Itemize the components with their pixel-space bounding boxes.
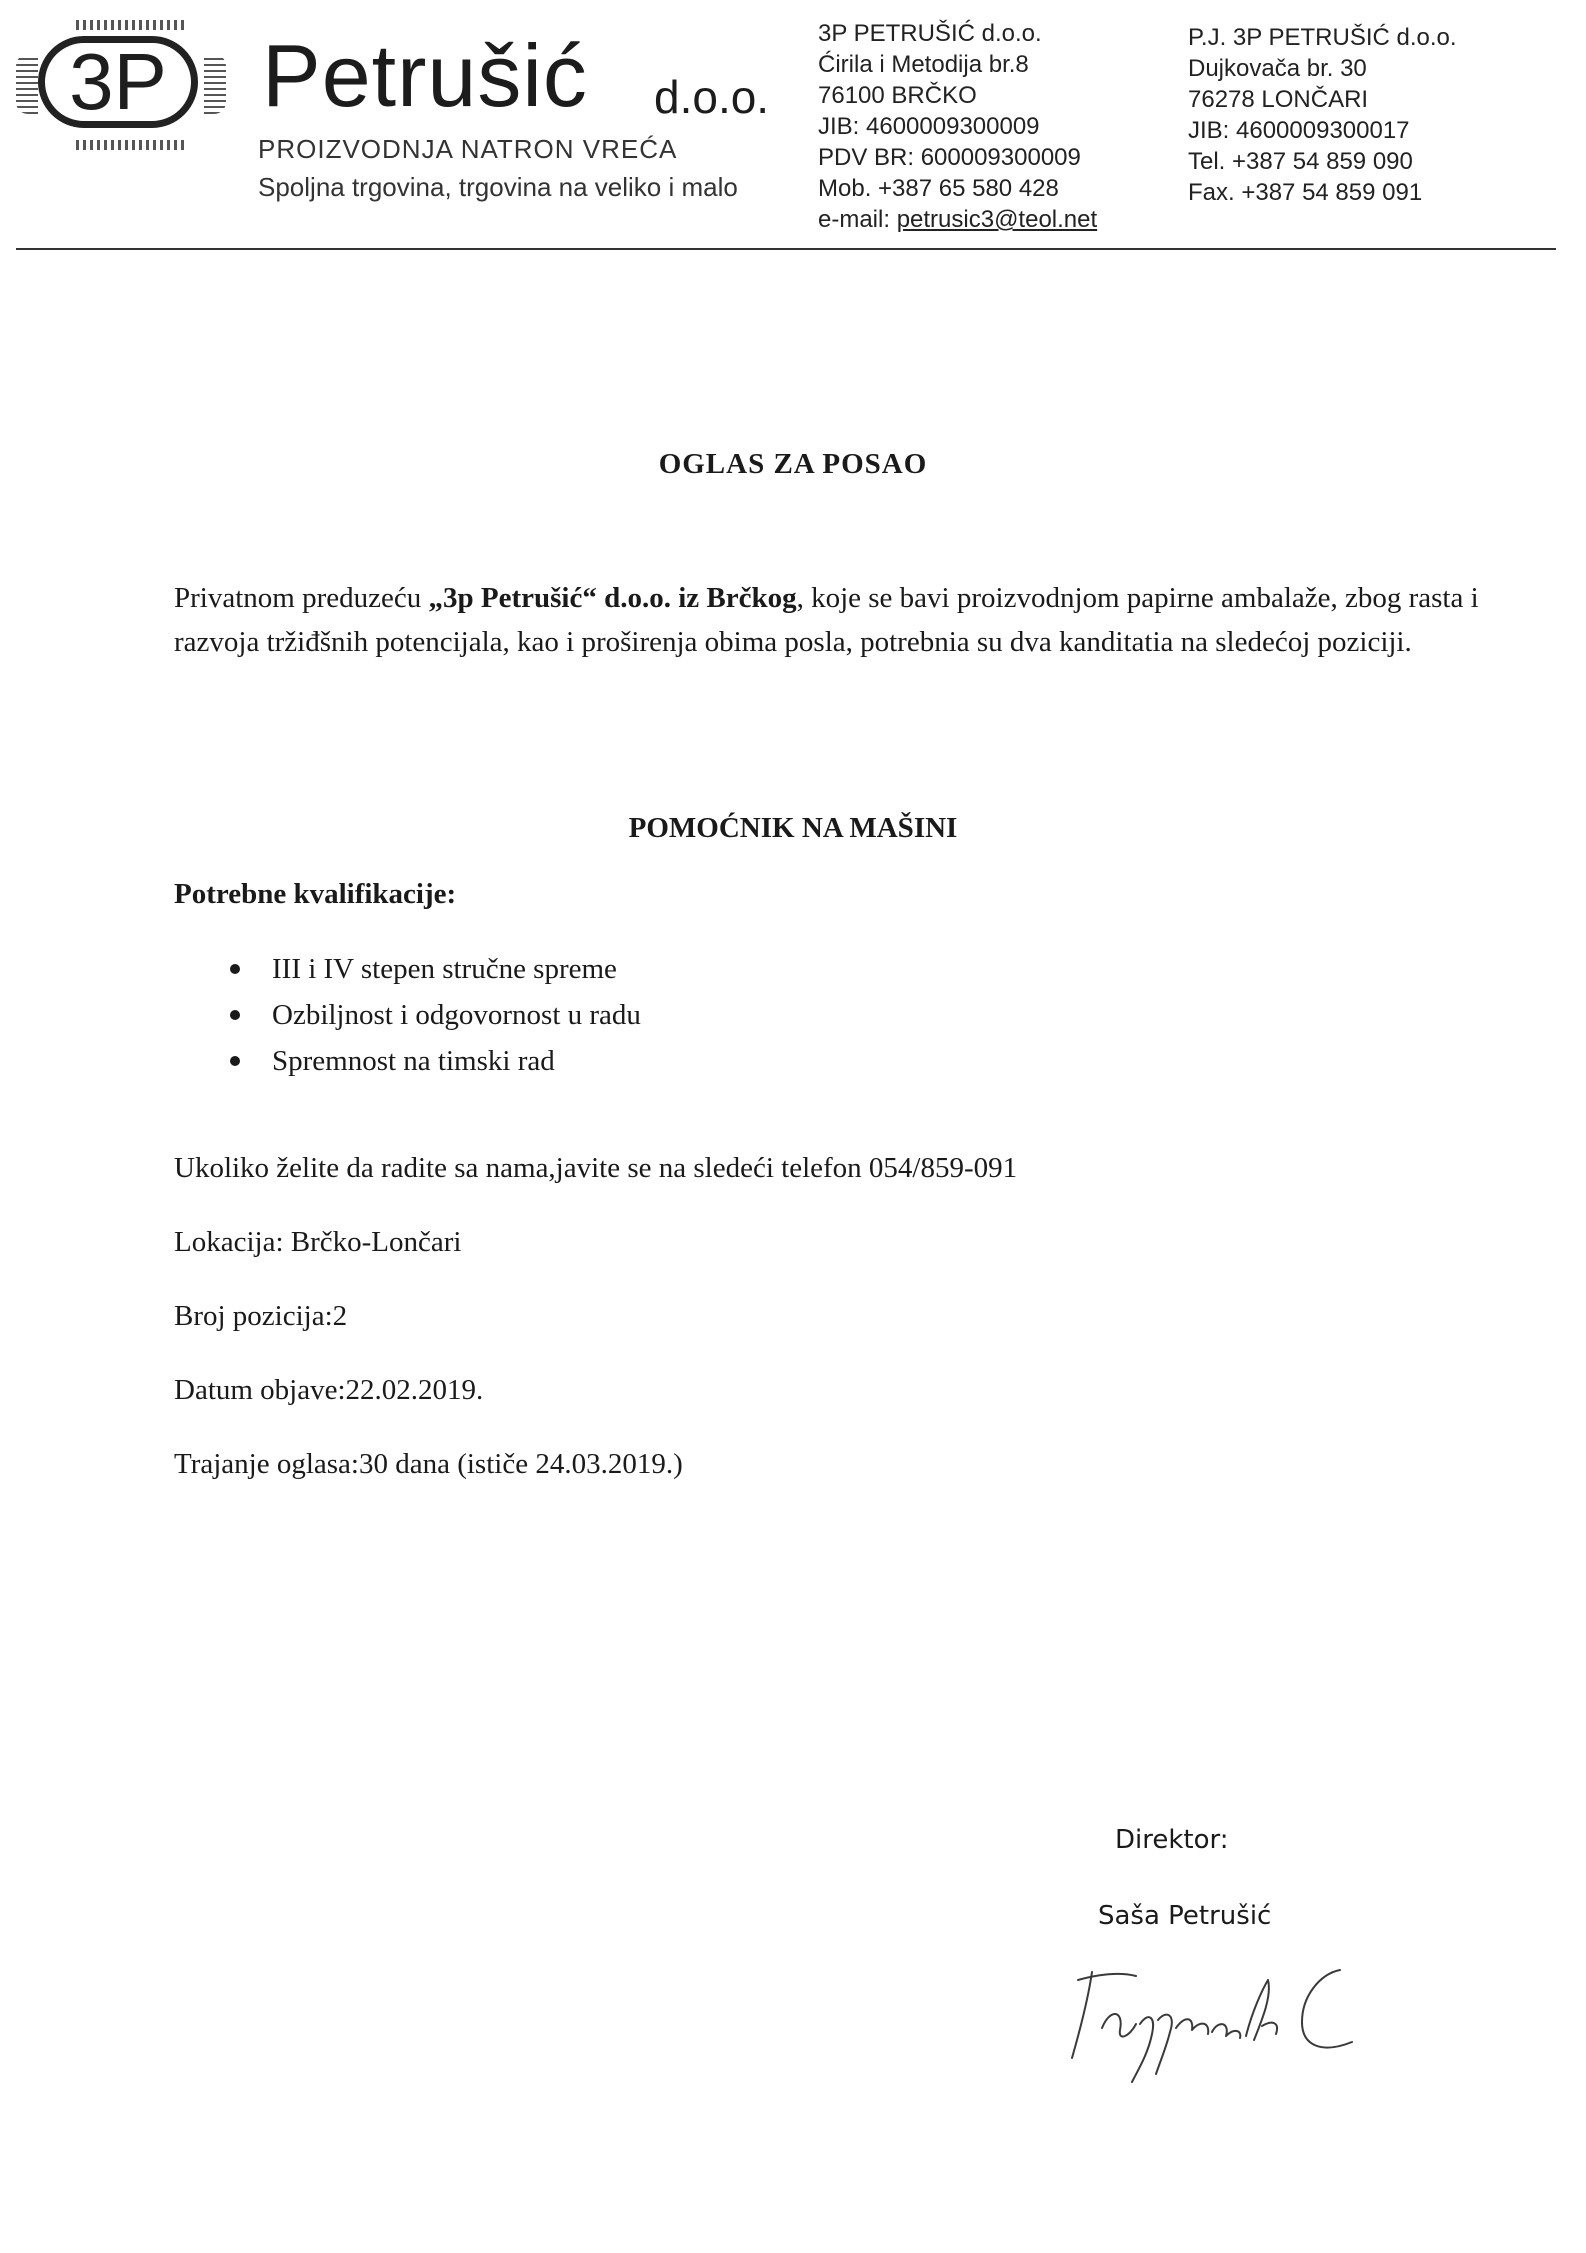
handwritten-signature bbox=[1040, 1950, 1400, 2090]
company-logo bbox=[6, 8, 256, 158]
positions-line: Broj pozicija:2 bbox=[174, 1300, 348, 1332]
main-office-address bbox=[818, 18, 1097, 235]
address-line: Fax. +387 54 859 091 bbox=[1188, 179, 1423, 206]
published-date-line: Datum objave:22.02.2019. bbox=[174, 1374, 484, 1406]
address-line: Dujkovača br. 30 bbox=[1188, 55, 1367, 82]
brand-name: Petrušić bbox=[262, 26, 588, 125]
address-line: 76278 LONČARI bbox=[1188, 86, 1369, 113]
branch-office-address bbox=[1188, 22, 1457, 208]
address-line: Mob. +387 65 580 428 bbox=[818, 175, 1059, 202]
address-line: 76100 BRČKO bbox=[818, 82, 977, 109]
intro-company: „3p Petrušić“ d.o.o. iz Brčkog bbox=[428, 582, 797, 614]
list-item: III i IV stepen stručne spreme bbox=[230, 946, 641, 992]
address-line: Ćirila i Metodija br.8 bbox=[818, 51, 1029, 78]
address-line: PDV BR: 600009300009 bbox=[818, 144, 1081, 171]
address-line: 3P PETRUŠIĆ d.o.o. bbox=[818, 20, 1042, 47]
location-line: Lokacija: Brčko-Lončari bbox=[174, 1226, 462, 1258]
contact-line: Ukoliko želite da radite sa nama,javite se na sledeći telefon 054/859-091 bbox=[174, 1152, 1018, 1184]
brand-tagline-secondary: Spoljna trgovina, trgovina na veliko i malo bbox=[258, 172, 738, 202]
intro-text: Privatnom preduzeću bbox=[174, 582, 429, 614]
email-line bbox=[818, 204, 1097, 235]
duration-line: Trajanje oglasa:30 dana (ističe 24.03.2019.) bbox=[174, 1448, 683, 1480]
address-line: JIB: 4600009300017 bbox=[1188, 117, 1410, 144]
position-title: POMOĆNIK NA MAŠINI bbox=[628, 812, 958, 844]
email-link[interactable]: petrusic3@teol.net bbox=[896, 206, 1098, 233]
qualifications-list bbox=[230, 946, 641, 1084]
brand-tagline: PROIZVODNJA NATRON VREĆA bbox=[258, 134, 678, 164]
logo-monogram: 3P bbox=[38, 36, 198, 128]
signatory-name: Saša Petrušić bbox=[1098, 1901, 1272, 1931]
logo-decoration bbox=[204, 54, 226, 114]
brand-suffix: d.o.o. bbox=[654, 71, 770, 123]
intro-text-rest: , koje se bavi proizvodnjom papirne ambalaže, zbog rasta i razvoja tržiđšnih potencijala, kao i proširenja obima posla, potrebnia su dva kanditatia na sledećoj poziciji. bbox=[174, 582, 1479, 658]
logo-decoration bbox=[76, 20, 186, 30]
header-divider bbox=[16, 248, 1556, 250]
logo-decoration bbox=[16, 54, 38, 114]
qualifications-heading: Potrebne kvalifikacije: bbox=[174, 878, 457, 910]
address-line: Tel. +387 54 859 090 bbox=[1188, 148, 1413, 175]
address-line: JIB: 4600009300009 bbox=[818, 113, 1040, 140]
email-label: e-mail: bbox=[818, 206, 897, 233]
list-item: Spremnost na timski rad bbox=[230, 1038, 641, 1084]
document-title: OGLAS ZA POSAO bbox=[658, 448, 928, 480]
address-line: P.J. 3P PETRUŠIĆ d.o.o. bbox=[1188, 24, 1457, 51]
logo-decoration bbox=[76, 140, 186, 150]
list-item: Ozbiljnost i odgovornost u radu bbox=[230, 992, 641, 1038]
signatory-role: Direktor: bbox=[1115, 1825, 1229, 1855]
intro-paragraph bbox=[174, 576, 1504, 664]
